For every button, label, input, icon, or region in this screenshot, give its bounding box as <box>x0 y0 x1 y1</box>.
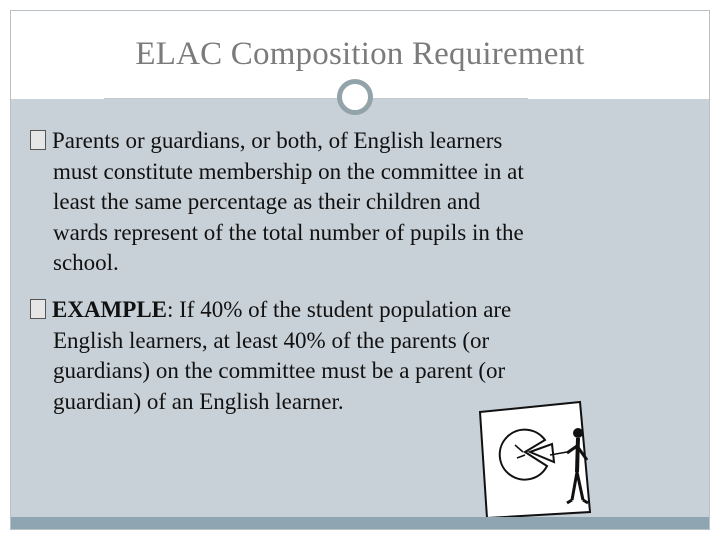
title-divider-circle <box>337 79 373 115</box>
bullet-2-line-3: guardians) on the committee must be a parent (or <box>53 358 506 383</box>
bullet-1-line-1: Parents or guardians, or both, of English learners <box>30 126 670 157</box>
bullet-marker-icon <box>30 130 46 150</box>
bullet-1 <box>30 126 670 279</box>
presenter-pie-chart-icon <box>475 400 615 520</box>
bullet-1-line-4: wards represent of the total number of pupils in the <box>53 219 524 245</box>
bullet-1-line-3: least the same percentage as their children and <box>53 189 481 214</box>
bullet-marker-icon <box>30 299 46 319</box>
bullet-1-line-2: must constitute membership on the committee in at <box>53 158 524 184</box>
bullet-2 <box>30 295 670 417</box>
bullet-2-line-2: English learners, at least 40% of the parents (or <box>53 327 490 353</box>
slide-title: ELAC Composition Requirement <box>135 36 585 72</box>
bullet-2-line-4: guardian) of an English learner. <box>53 388 344 414</box>
footer-bar <box>11 517 709 529</box>
title-divider-line <box>104 98 528 99</box>
bullet-1-line-5: school. <box>53 250 119 275</box>
example-label: EXAMPLE <box>52 297 167 322</box>
bullet-2-line-1: EXAMPLE: If 40% of the student population are <box>30 295 670 326</box>
